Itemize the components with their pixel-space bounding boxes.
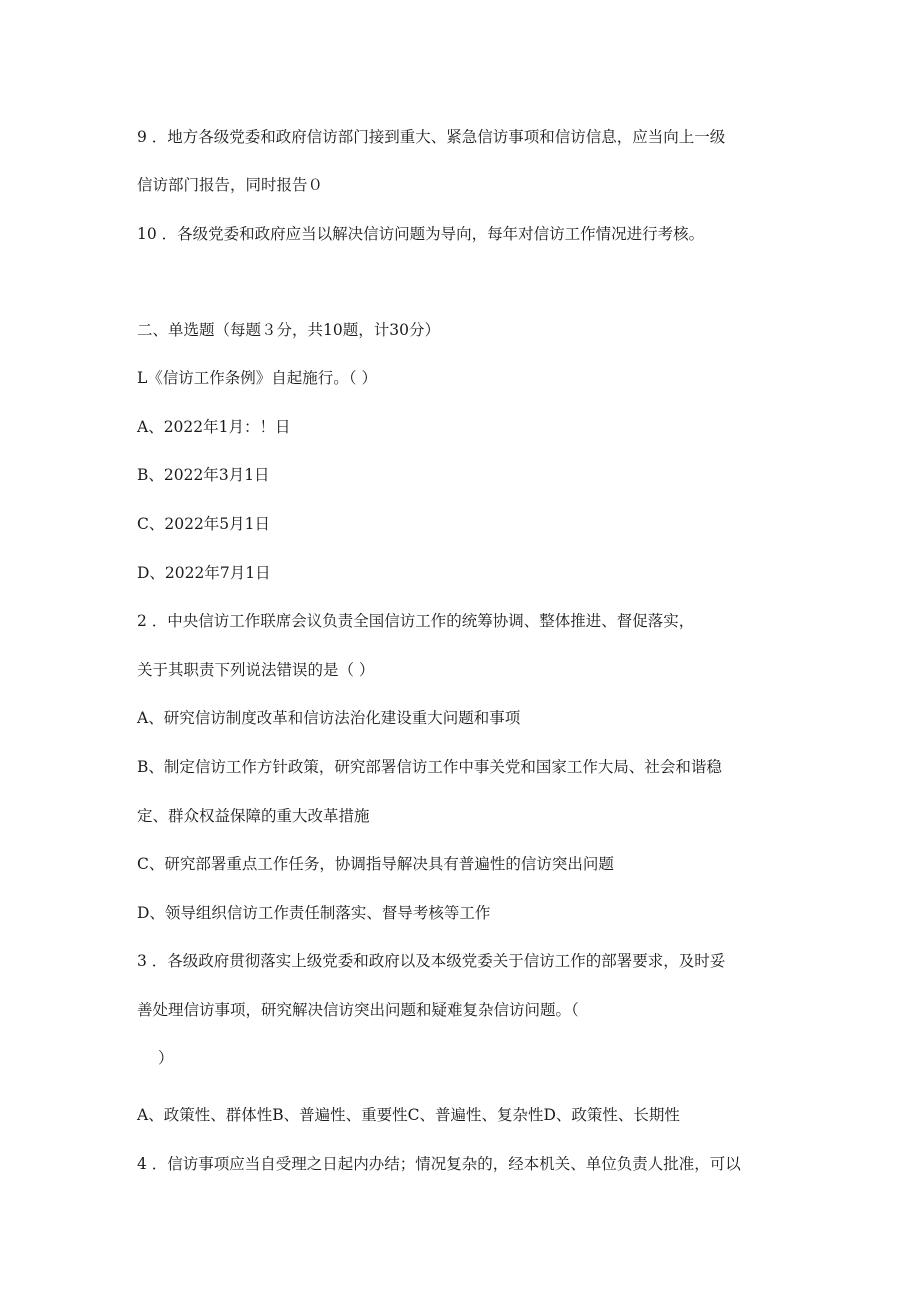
mc-q2-option-d: D、领导组织信访工作责任制落实、督导考核等工作 [137,904,491,922]
mc-q1-option-c: C、2022年5月1日 [137,515,271,533]
mc-question-2-line-2: 关于其职责下列说法错误的是（ ） [137,661,375,679]
mc-q2-option-c: C、研究部署重点工作任务，协调指导解决具有普遍性的信访突出问题 [137,855,614,873]
mc-question-3-line-2: 善处理信访事项，研究解决信访突出问题和疑难复杂信访问题。（ [137,1001,579,1019]
mc-q1-option-d: D、2022年7月1日 [137,564,271,582]
question-9-line-1: 9 ．地方各级党委和政府信访部门接到重大、紧急信访事项和信访信息，应当向上一级 [137,128,726,146]
mc-q3-options: A、政策性、群体性B、普遍性、重要性C、普遍性、复杂性D、政策性、长期性 [137,1106,680,1124]
mc-q2-option-b-line-2: 定、群众权益保障的重大改革措施 [137,807,370,825]
mc-q1-option-b: B、2022年3月1日 [137,466,270,484]
mc-question-3-line-1: 3 ．各级政府贯彻落实上级党委和政府以及本级党委关于信访工作的部署要求，及时妥 [137,952,726,970]
mc-q1-option-a: A、2022年1月：！日 [137,418,291,436]
mc-question-4-line-1: 4 ．信访事项应当自受理之日起内办结；情况复杂的，经本机关、单位负责人批准，可以 [137,1155,741,1173]
mc-q2-option-b-line-1: B、制定信访工作方针政策，研究部署信访工作中事关党和国家工作大局、社会和谐稳 [137,758,722,776]
mc-question-3-paren-close: ） [158,1049,174,1067]
question-9-line-2: 信访部门报告，同时报告０ [137,176,324,194]
mc-q2-option-a: A、研究信访制度改革和信访法治化建设重大问题和事项 [137,709,521,727]
section-heading: 二、单选题（每题３分，共10题，计30分） [137,321,440,339]
mc-question-2-line-1: 2 ．中央信访工作联席会议负责全国信访工作的统筹协调、整体推进、督促落实， [137,612,695,630]
mc-question-1: L《信访工作条例》自起施行。（ ） [137,369,377,387]
question-10: 10 ．各级党委和政府应当以解决信访问题为导向，每年对信访工作情况进行考核。 [137,225,705,243]
